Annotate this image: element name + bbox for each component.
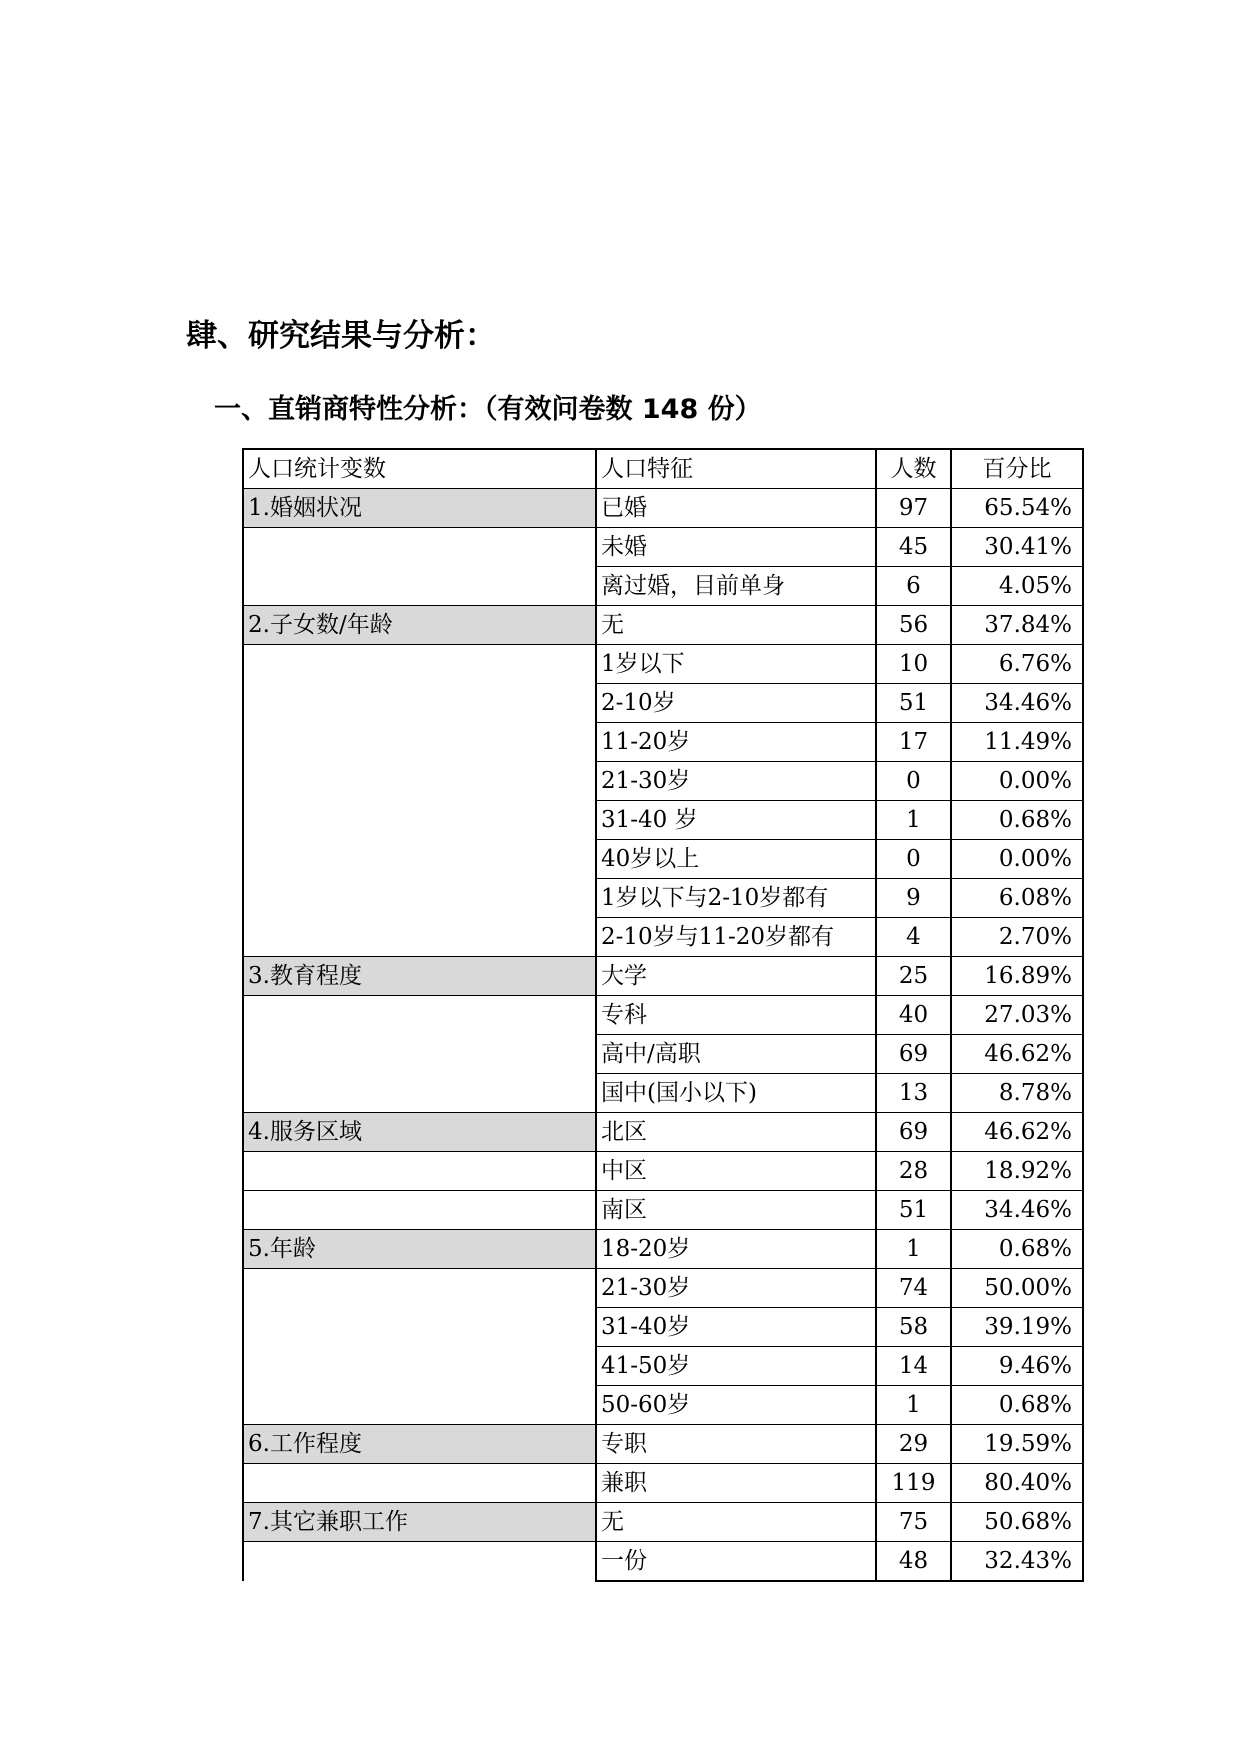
subsection-title: 一、直销商特性分析：（有效问卷数 148 份）: [214, 394, 762, 425]
variable-cell-empty: [243, 1347, 596, 1386]
percent-cell: 0.68%: [951, 801, 1083, 840]
percent-cell: 80.40%: [951, 1464, 1083, 1503]
count-cell: 56: [876, 606, 951, 645]
count-cell: 0: [876, 840, 951, 879]
percent-cell: 0.68%: [951, 1386, 1083, 1425]
feature-cell: 专职: [596, 1425, 876, 1464]
variable-cell-empty: [243, 879, 596, 918]
demographics-table: [242, 448, 1084, 1582]
table-row: [243, 1191, 1083, 1230]
table-row: [243, 801, 1083, 840]
feature-cell: 18-20岁: [596, 1230, 876, 1269]
table-row: [243, 957, 1083, 996]
count-cell: 0: [876, 762, 951, 801]
variable-label: 2.子女数/年龄: [243, 606, 596, 645]
header-percent: 百分比: [951, 449, 1083, 489]
count-cell: 9: [876, 879, 951, 918]
table-row: [243, 1035, 1083, 1074]
count-cell: 119: [876, 1464, 951, 1503]
variable-label: 6.工作程度: [243, 1425, 596, 1464]
variable-cell-empty: [243, 723, 596, 762]
count-cell: 6: [876, 567, 951, 606]
table-header-row: [243, 449, 1083, 489]
percent-cell: 2.70%: [951, 918, 1083, 957]
percent-cell: 16.89%: [951, 957, 1083, 996]
table-row: [243, 645, 1083, 684]
feature-cell: 高中/高职: [596, 1035, 876, 1074]
percent-cell: 34.46%: [951, 1191, 1083, 1230]
variable-label: 4.服务区域: [243, 1113, 596, 1152]
percent-cell: 50.68%: [951, 1503, 1083, 1542]
count-cell: 74: [876, 1269, 951, 1308]
percent-cell: 6.08%: [951, 879, 1083, 918]
count-cell: 1: [876, 801, 951, 840]
feature-cell: 41-50岁: [596, 1347, 876, 1386]
variable-cell-empty: [243, 996, 596, 1035]
variable-cell-empty: [243, 918, 596, 957]
variable-cell-empty: [243, 1464, 596, 1503]
percent-cell: 30.41%: [951, 528, 1083, 567]
percent-cell: 39.19%: [951, 1308, 1083, 1347]
table-row: [243, 1542, 1083, 1582]
table-row: [243, 1386, 1083, 1425]
count-cell: 69: [876, 1035, 951, 1074]
percent-cell: 0.00%: [951, 840, 1083, 879]
count-cell: 17: [876, 723, 951, 762]
variable-cell-empty: [243, 1152, 596, 1191]
count-cell: 51: [876, 1191, 951, 1230]
percent-cell: 6.76%: [951, 645, 1083, 684]
demographics-table-container: [242, 448, 1082, 1582]
feature-cell: 无: [596, 606, 876, 645]
percent-cell: 65.54%: [951, 489, 1083, 528]
count-cell: 48: [876, 1542, 951, 1582]
percent-cell: 27.03%: [951, 996, 1083, 1035]
table-row: [243, 1347, 1083, 1386]
table-row: [243, 840, 1083, 879]
feature-cell: 1岁以下与2-10岁都有: [596, 879, 876, 918]
feature-cell: 未婚: [596, 528, 876, 567]
variable-cell-empty: [243, 1035, 596, 1074]
table-row: [243, 1425, 1083, 1464]
table-row: [243, 489, 1083, 528]
percent-cell: 19.59%: [951, 1425, 1083, 1464]
variable-cell-empty: [243, 567, 596, 606]
table-row: [243, 1113, 1083, 1152]
feature-cell: 2-10岁: [596, 684, 876, 723]
count-cell: 51: [876, 684, 951, 723]
variable-label: 7.其它兼职工作: [243, 1503, 596, 1542]
header-feature: 人口特征: [596, 449, 876, 489]
feature-cell: 50-60岁: [596, 1386, 876, 1425]
count-cell: 75: [876, 1503, 951, 1542]
percent-cell: 0.68%: [951, 1230, 1083, 1269]
table-row: [243, 528, 1083, 567]
feature-cell: 21-30岁: [596, 762, 876, 801]
feature-cell: 北区: [596, 1113, 876, 1152]
table-body: [243, 449, 1083, 1581]
table-row: [243, 684, 1083, 723]
feature-cell: 无: [596, 1503, 876, 1542]
feature-cell: 兼职: [596, 1464, 876, 1503]
variable-cell-empty: [243, 1269, 596, 1308]
variable-cell-empty: [243, 1308, 596, 1347]
feature-cell: 专科: [596, 996, 876, 1035]
count-cell: 25: [876, 957, 951, 996]
feature-cell: 31-40岁: [596, 1308, 876, 1347]
table-row: [243, 723, 1083, 762]
feature-cell: 大学: [596, 957, 876, 996]
percent-cell: 18.92%: [951, 1152, 1083, 1191]
percent-cell: 11.49%: [951, 723, 1083, 762]
table-row: [243, 1152, 1083, 1191]
table-row: [243, 1464, 1083, 1503]
section-title: 肆、研究结果与分析：: [186, 318, 496, 354]
count-cell: 69: [876, 1113, 951, 1152]
count-cell: 28: [876, 1152, 951, 1191]
feature-cell: 南区: [596, 1191, 876, 1230]
percent-cell: 4.05%: [951, 567, 1083, 606]
variable-cell-empty: [243, 840, 596, 879]
feature-cell: 1岁以下: [596, 645, 876, 684]
header-variable: 人口统计变数: [243, 449, 596, 489]
count-cell: 13: [876, 1074, 951, 1113]
variable-cell-empty: [243, 684, 596, 723]
count-cell: 4: [876, 918, 951, 957]
table-row: [243, 996, 1083, 1035]
feature-cell: 已婚: [596, 489, 876, 528]
percent-cell: 37.84%: [951, 606, 1083, 645]
count-cell: 97: [876, 489, 951, 528]
feature-cell: 一份: [596, 1542, 876, 1582]
feature-cell: 离过婚，目前单身: [596, 567, 876, 606]
count-cell: 1: [876, 1386, 951, 1425]
count-cell: 29: [876, 1425, 951, 1464]
count-cell: 40: [876, 996, 951, 1035]
feature-cell: 2-10岁与11-20岁都有: [596, 918, 876, 957]
percent-cell: 50.00%: [951, 1269, 1083, 1308]
percent-cell: 0.00%: [951, 762, 1083, 801]
variable-cell-empty: [243, 1074, 596, 1113]
variable-cell-empty: [243, 762, 596, 801]
count-cell: 10: [876, 645, 951, 684]
variable-label: 3.教育程度: [243, 957, 596, 996]
count-cell: 14: [876, 1347, 951, 1386]
table-row: [243, 1230, 1083, 1269]
feature-cell: 40岁以上: [596, 840, 876, 879]
table-row: [243, 879, 1083, 918]
percent-cell: 34.46%: [951, 684, 1083, 723]
count-cell: 45: [876, 528, 951, 567]
table-row: [243, 1503, 1083, 1542]
table-row: [243, 1269, 1083, 1308]
variable-cell-empty: [243, 528, 596, 567]
table-row: [243, 762, 1083, 801]
variable-label: 1.婚姻状况: [243, 489, 596, 528]
variable-cell-empty: [243, 1191, 596, 1230]
feature-cell: 国中(国小以下): [596, 1074, 876, 1113]
variable-cell-empty: [243, 801, 596, 840]
count-cell: 1: [876, 1230, 951, 1269]
variable-cell-empty: [243, 645, 596, 684]
table-row: [243, 567, 1083, 606]
variable-cell-empty: [243, 1386, 596, 1425]
count-cell: 58: [876, 1308, 951, 1347]
percent-cell: 9.46%: [951, 1347, 1083, 1386]
table-row: [243, 1074, 1083, 1113]
percent-cell: 8.78%: [951, 1074, 1083, 1113]
percent-cell: 32.43%: [951, 1542, 1083, 1582]
feature-cell: 21-30岁: [596, 1269, 876, 1308]
feature-cell: 11-20岁: [596, 723, 876, 762]
percent-cell: 46.62%: [951, 1035, 1083, 1074]
variable-cell-empty: [243, 1542, 596, 1582]
feature-cell: 中区: [596, 1152, 876, 1191]
table-row: [243, 606, 1083, 645]
variable-label: 5.年龄: [243, 1230, 596, 1269]
percent-cell: 46.62%: [951, 1113, 1083, 1152]
table-row: [243, 918, 1083, 957]
header-count: 人数: [876, 449, 951, 489]
feature-cell: 31-40 岁: [596, 801, 876, 840]
table-row: [243, 1308, 1083, 1347]
